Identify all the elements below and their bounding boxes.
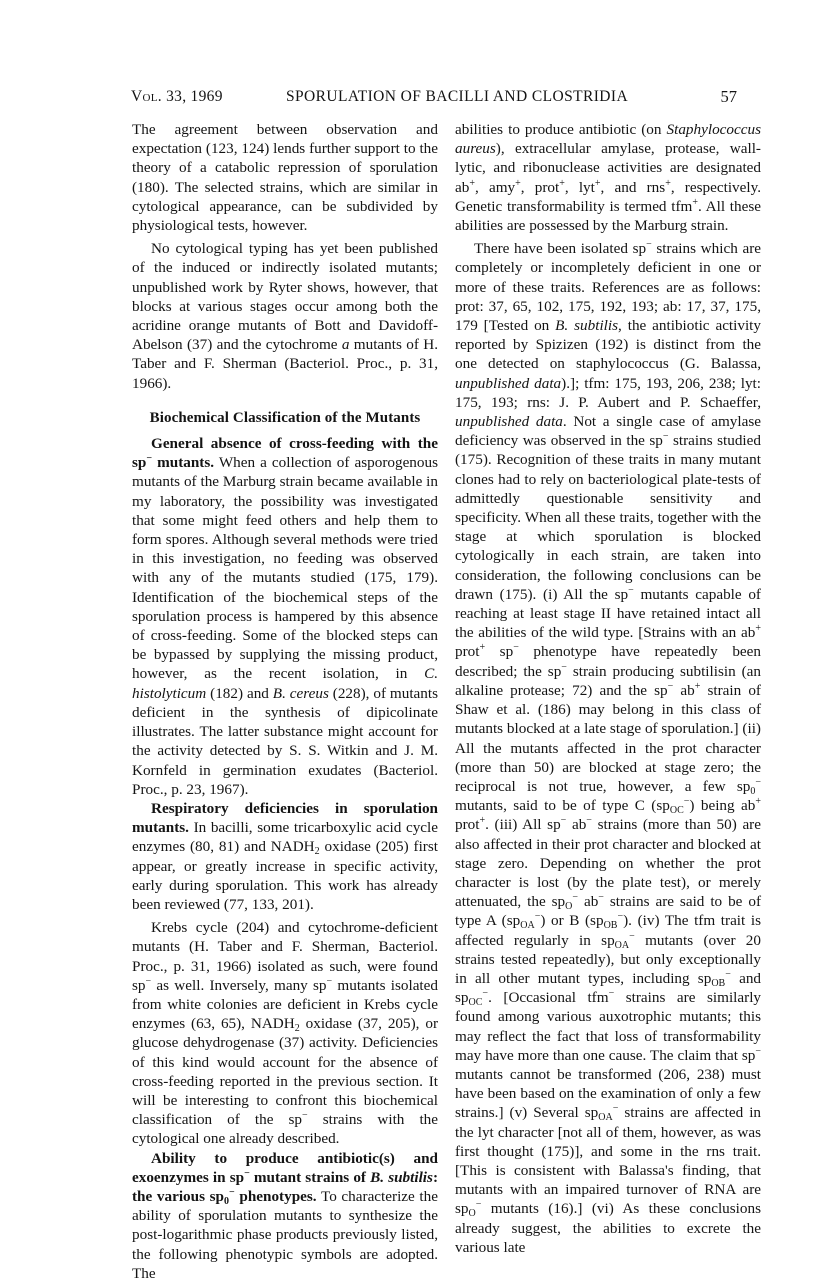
page-number: 57 [720,87,737,106]
run-in-heading: Ability to produce antibiotic(s) and exoenzymes in sp− mutant strains of B. subtilis: the various $sp_0^-$ phenotypes. [132,1149,438,1207]
right-column [455,120,761,1257]
section-heading: Biochemical Classification of the Mutants [149,409,421,426]
paragraph: Krebs cycle (204) and cytochrome-deficient mutants (H. Taber and F. Sherman, Bacteriol. Proc., p. 31, 1966) isolated as such, were found sp− as well. Inversely, many sp− mutants isolated from white colonies are deficient in Krebs cycle enzymes (63, 65), $NADH_2$ oxidase (37, 205), or glucose dehydrogenase (37) activity. Deficiencies of this kind would account for the absence of cross-feeding reported in the previous section. It will be interesting to confront this biochemical classification of the sp− strains with the cytological one already described. [132,919,438,1148]
paragraph: There have been isolated sp− strains which are completely or incompletely deficient in one or more of these traits. References are as follows: prot: 37, 65, 102, 175, 192, 193; ab: 17, 37, 175, 179 [Tested on B. subtilis, the antibiotic activity reported by Spizizen (192) is distinct from the one detected on staphylococcus (G. Balassa, unpublished data).]; tfm: 175, 193, 206, 238; lyt: 175, 193; rns: J. P. Aubert and P. Schaeffer, unpublished data. Not a single case of amylase deficiency was observed in the sp− strains studied (175). Recognition of these traits in many mutant clones had to rely on bacteriological plate-tests of admittedly questionable sensitivity and specificity. When all these traits, together with the stage at which sporulation is blocked cytologically in each strain, are taken into consideration, the following conclusions can be drawn (175). (i) All the sp− mutants capable of reaching at least stage II have retained intact all the abilities of the wild type. [Strains with an ab+ prot+ sp− phenotype have repeatedly been described; the sp− strain producing subtilisin (an alkaline protease; 72) and the sp− ab+ strain of Shaw et al. (186) may belong in this class of mutants blocked at a late stage of sporulation.] (ii) All the mutants affected in the prot character (more than 50) are blocked at stage zero; the reciprocal is not true, however, a few $sp_0^-$ mutants, said to be of type C $(sp_{OC}^-)$ being ab+ prot+. (iii) All sp− ab− strains (more than 50) are also affected in their prot character and blocked at stage zero. Depending on whether the prot character is lost (by the plate test), or merely attenuated, the $sp_O^-$ ab− strains are said to be of type A $(sp_{OA}^-)$ or B $(sp_{OB}^-)$. (iv) The tfm trait is affected regularly in $sp_{OA}^-$ mutants (over 20 strains tested repeatedly), but only exceptionally in all other mutant types, including $sp_{OB}^-$ and $sp_{OC}^-$. [Occasional tfm− strains are similarly found among various auxotrophic mutants; this may reflect the fact that loss of transformability may have more than one cause. The claim that sp− mutants cannot be transformed (206, 238) must have been based on the examination of only a few strains.] (v) Several $sp_{OA}^-$ strains are affected in the lyt character [not all of them, however, as was first thought (175)], and some in the rns trait. [This is consistent with Balassa's finding, that mutants with an impaired turnover of RNA are $sp_O^-$ mutants (16).] (vi) As these conclusions already suggest, the abilities to excrete the various late [455,239,762,1256]
paragraph: The agreement between observation and expectation (123, 124) lends further support to the theory of a catabolic repression of sporulation (180). The selected strains, which are similar in cytological appearance, can be subdivided by physiological tests, however. [132,121,438,235]
paragraph: Ability to produce antibiotic(s) and exoenzymes in sp− mutant strains of B. subtilis: the various $sp_0^-$ phenotypes. To characterize the ability of sporulation mutants to synthesize the post-logarithmic phase products previously listed, the following phenotypic symbols are adopted. The [132,1149,438,1282]
running-head-title: SPORULATION OF BACILLI AND CLOSTRIDIA [286,88,629,105]
paragraph: Respiratory deficiencies in sporulation mutants. In bacilli, some tricarboxylic acid cycle enzymes (80, 81) and $NADH_2$ oxidase (205) first appear, or greatly increase in specific activity, early during sporulation. This work has already been reviewed (77, 133, 201). [132,799,438,913]
paragraph: General absence of cross-feeding with the sp− mutants. When a collection of asporogenous mutants of the Marburg strain became available in my laboratory, the possibility was investigated that some might feed others and help them to form spores. Although several methods were tried in this investigation, no feeding was observed with any of the mutants studied (175, 179). Identification of the biochemical steps of the sporulation process is hampered by this absence of cross-feeding. Some of the blocked steps can be bypassed by supplying the missing product, however, as the recent isolation, in C. histolyticum (182) and B. cereus (228), of mutants deficient in the synthesis of dipicolinate illustrates. The latter substance might account for the activity detected by S. S. Witkin and J. M. Kornfeld in germination exudates (Bacteriol. Proc., p. 23, 1967). [132,435,439,798]
run-in-heading: Respiratory deficiencies in sporulation mutants. [132,799,438,837]
run-in-heading: General absence of cross-feeding with the sp− mutants. [132,435,438,472]
paragraph: No cytological typing has yet been published of the induced or indirectly isolated mutants; unpublished work by Ryter shows, however, that blocks at various stages occur among both the acridine orange mutants of Bott and Davidoff-Abelson (37) and the cytochrome a mutants of H. Taber and F. Sherman (Bacteriol. Proc., p. 31, 1966). [132,240,438,392]
paragraph: abilities to produce antibiotic (on Staphylococcus aureus), extracellular amylase, protease, wall-lytic, and ribonuclease activities are designated ab+, amy+, prot+, lyt+, and rns+, respectively. Genetic transformability is termed tfm+. All these abilities are possessed by the Marburg strain. [455,121,761,235]
left-column [132,120,438,1283]
running-head-volume: Vol. 33, 1969 [131,88,223,105]
